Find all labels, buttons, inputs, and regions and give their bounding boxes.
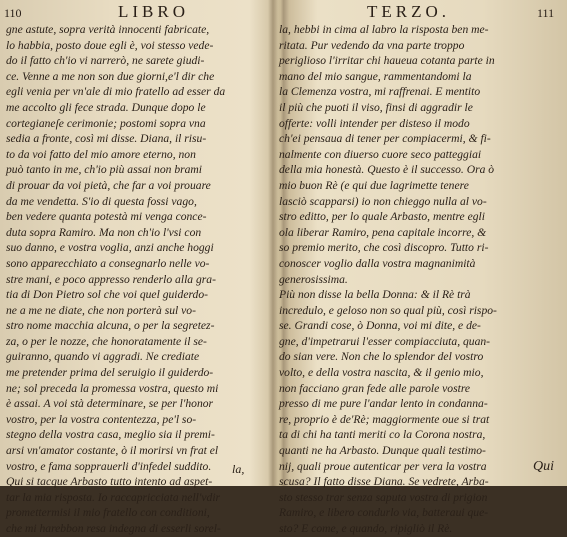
text-line: ola liberar Ramiro, pena capitale incorre, & (279, 225, 487, 239)
text-line: suo danno, e vostra voglia, anzi anche hoggi (6, 241, 214, 255)
text-line: cortegianeſe cerimonie; postomi sopra vna (6, 116, 206, 130)
text-line: ben vedere quanta potestà mi venga conce- (6, 210, 207, 224)
left-page-number: 110 (4, 6, 22, 20)
text-line: nij, quali proue autenticar per vera la vostra (279, 459, 487, 473)
text-line: della mia honestà. Questo è il successo. Ora ò (279, 163, 495, 177)
text-line: da me vendetta. S'io di questa fossi vago, (6, 194, 197, 208)
text-line: ch'ei pensaua di tener per compiacermi, & fi- (279, 132, 491, 146)
text-line: offerte: volli intender per disteso il modo (279, 116, 470, 130)
text-line: ritata. Pur vedendo da vna parte troppo (279, 38, 465, 52)
text-line: stre mani, e poco appresso renderlo alla gra- (6, 272, 216, 286)
text-line: me accolto gli fece strada. Dunque dopo le (6, 100, 206, 114)
left-running-head: LIBRO (118, 2, 189, 21)
text-line: gne astute, sopra verità innocenti fabricate, (6, 23, 210, 36)
text-line: mio buon Rè (e qui due lagrimette tenere (279, 178, 469, 192)
text-line: to da voi fatto del mio amore eterno, non (6, 147, 196, 161)
text-line: me pretender prima del seruigio il guiderdo- (6, 366, 214, 380)
text-line: scusa? Il fatto disse Diana. Se vedrete, Arba- (279, 475, 489, 489)
text-line: re, proprio è de'Rè; maggiormente oue si trat (279, 412, 490, 426)
text-line: Più non disse la bella Donna: & il Rè trà (279, 288, 471, 302)
text-line: volto, e della vostra nascita, & il genio mio, (279, 366, 484, 380)
text-line: Qui si tacque Arbasto tutto intento ad aspet- (6, 475, 213, 489)
text-line: stro editto, per lo quale Arbasto, mentre egli (279, 210, 485, 224)
text-line: lasciò scapparsi) io non chieggo nulla al vo- (279, 194, 487, 208)
text-line: è assai. A voi stà determinare, se per l'honor (6, 397, 214, 411)
left-page-header (0, 2, 270, 24)
right-page-number: 111 (537, 6, 555, 20)
text-line: guiranno, quando vi aggradi. Ne crediate (6, 350, 200, 364)
text-line: la, hebbi in cima al labro la risposta ben me- (279, 23, 489, 36)
right-running-head: TERZO. (367, 2, 451, 21)
text-line: sto stesso trar senza saputa vostra di prigion (279, 490, 488, 504)
text-line: stegno della vostra casa, meglio sia il premi- (6, 428, 215, 442)
left-catchword: la, (232, 462, 245, 476)
text-line: sedia a fronte, così mi disse. Diana, il risu- (6, 132, 207, 146)
text-line: ne a me ne diate, che non porterà sul vo- (6, 303, 196, 317)
text-line: do sian vere. Non che lo splendor del vostro (279, 350, 484, 364)
right-page (275, 0, 567, 535)
text-line: può tanto in me, ch'io più assai non brami (6, 163, 203, 177)
text-line: arsi vn'amator costante, ò il morirsi vn frat el (6, 444, 219, 458)
text-line: do il fatto ch'io vi narrerò, ne sarete giudi- (6, 54, 205, 68)
text-line: egli venia per vn'ale di mio fratello ad esser da (6, 85, 226, 99)
left-page (0, 0, 270, 535)
right-page-text (279, 22, 557, 537)
text-line: ce. Venne a me non son due giorni,e'l dir che (6, 69, 215, 83)
text-line: promettermisi il mio fratello con conditioni, (6, 506, 210, 520)
text-line: Ramiro, e libero condurlo via, batteraui que- (279, 506, 489, 520)
text-line: ne; sol preceda la promessa vostra, questo mi (6, 381, 219, 395)
text-line: di prouar da voi pietà, che far a voi prouare (6, 178, 211, 192)
left-page-text (6, 22, 262, 537)
text-line: quanti ne ha Arbasto. Dunque quali testimo- (279, 444, 486, 458)
right-page-header (275, 2, 567, 24)
text-line: tar la mia risposta. Io raccapricciata nell'vdir (6, 490, 221, 504)
text-line: nalmente con diuerso cuore seco patteggiai (279, 147, 482, 161)
text-line: non facciano gran fede alle parole vostre (279, 381, 471, 395)
text-line: lo habbia, posto doue egli è, voi stesso vede- (6, 38, 214, 52)
text-line: sono apparecchiato a consegnarlo nelle vo- (6, 256, 210, 270)
text-line: conoscer voglio dalla vostra magnanimità (279, 256, 476, 270)
text-line: mano del mio sangue, rammentandomi la (279, 69, 472, 83)
text-line: za, o per le nozze, che honoratamente il se- (6, 334, 207, 348)
text-line: se. Grandi cose, ò Donna, voi mi dite, e de- (279, 319, 481, 333)
text-line: vostro, e fama sopprauerli d'infedel suddito. (6, 459, 212, 473)
text-line: gne, d'impetrarui l'esser compiacciuta, quan- (279, 334, 491, 348)
text-line: periglioso l'irritar chi haueua cotanta parte in (279, 54, 495, 68)
text-line: duta sopra Ramiro. Ma non ch'io l'vsi con (6, 225, 202, 239)
text-line: vostro, per la vostra contentezza, pe'l so- (6, 412, 197, 426)
text-line: tia di Don Pietro sol che voi quel guiderdo- (6, 288, 208, 302)
text-line: sto? E come, e quando, ripigliò il Rè. (279, 522, 453, 535)
right-catchword: Qui (533, 459, 554, 474)
text-line: generosissima. (279, 272, 348, 286)
text-line: stro nome macchia alcuna, o per la segretez- (6, 319, 215, 333)
text-line: incredulo, e geloso non so qual più, così rispo- (279, 303, 497, 317)
text-line: so premio merito, che così discopro. Tutto ri- (279, 241, 489, 255)
text-line: il più che puoti il viso, finsi di aggradir le (279, 100, 473, 114)
text-line: presso di me pure l'andar lento in condanna- (279, 397, 488, 411)
text-line: che mi harebbon resa indegna di esserli sorel- (6, 522, 221, 535)
text-line: ta di chi ha tanti meriti co la Corona nostra, (279, 428, 486, 442)
text-line: la Clemenza vostra, mi raffrenai. E mentito (279, 85, 481, 99)
